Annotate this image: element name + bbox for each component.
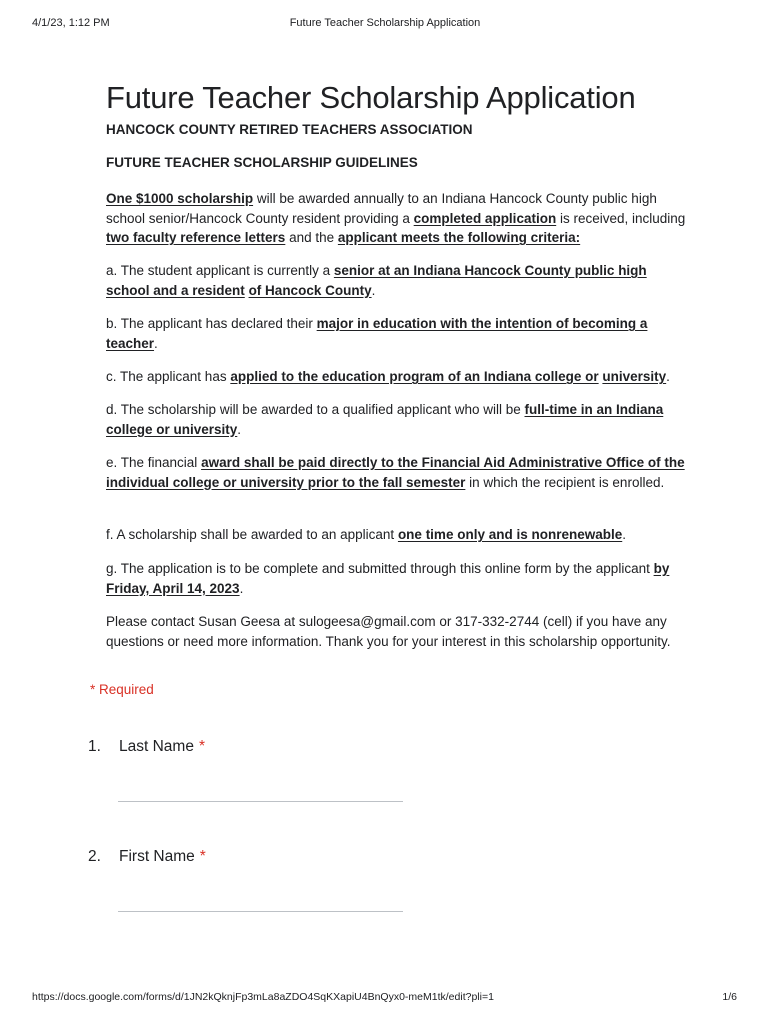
required-star: * [198, 738, 205, 755]
required-star: * [199, 848, 206, 865]
criterion-d: d. The scholarship will be awarded to a qualified applicant who will be full-time in an Indiana college or university. [106, 402, 664, 437]
criterion-e: e. The financial award shall be paid directly to the Financial Aid Administrative Office of the individual college or university prior to the fall semester in which the recipient is enrolled. [106, 455, 685, 490]
print-date: 4/1/23, 1:12 PM [32, 17, 110, 29]
question-number: 2. [88, 848, 101, 865]
print-header [0, 17, 770, 33]
form-title: Future Teacher Scholarship Application [106, 80, 636, 115]
last-name-input[interactable] [118, 801, 403, 802]
question-number: 1. [88, 738, 101, 755]
criterion-g: g. The application is to be complete and submitted through this online form by the applicant by Friday, April 14, 2023. [106, 561, 670, 596]
guidelines-heading: FUTURE TEACHER SCHOLARSHIP GUIDELINES [106, 155, 418, 170]
question-label-last-name: Last Name * [119, 738, 205, 755]
criterion-b: b. The applicant has declared their major in education with the intention of becoming a teacher. [106, 316, 648, 351]
required-note: * Required [90, 682, 154, 697]
intro-paragraph: One $1000 scholarship will be awarded annually to an Indiana Hancock County public high school senior/Hancock County resident providing a completed application is received, including two faculty reference letters and the applicant meets the following criteria: [106, 191, 686, 245]
question-label-first-name: First Name * [119, 848, 206, 865]
org-name: HANCOCK COUNTY RETIRED TEACHERS ASSOCIATION [106, 122, 473, 137]
print-title: Future Teacher Scholarship Application [289, 17, 481, 29]
criterion-c: c. The applicant has applied to the education program of an Indiana college or university. [106, 369, 670, 384]
first-name-input[interactable] [118, 911, 403, 912]
print-url: https://docs.google.com/forms/d/1JN2kQknjFp3mLa8aZDO4SqKXapiU4BnQyx0-meM1tk/edit?pli=1 [32, 991, 494, 1003]
criterion-a: a. The student applicant is currently a senior at an Indiana Hancock County public high school and a resident of Hancock County. [106, 263, 647, 298]
contact-paragraph: Please contact Susan Geesa at sulogeesa@gmail.com or 317-332-2744 (cell) if you have any questions or need more information. Thank you for your interest in this scholarship opportunity. [106, 614, 671, 649]
print-footer [0, 991, 770, 1007]
criterion-f: f. A scholarship shall be awarded to an applicant one time only and is nonrenewable. [106, 527, 626, 542]
page-number: 1/6 [722, 991, 737, 1003]
